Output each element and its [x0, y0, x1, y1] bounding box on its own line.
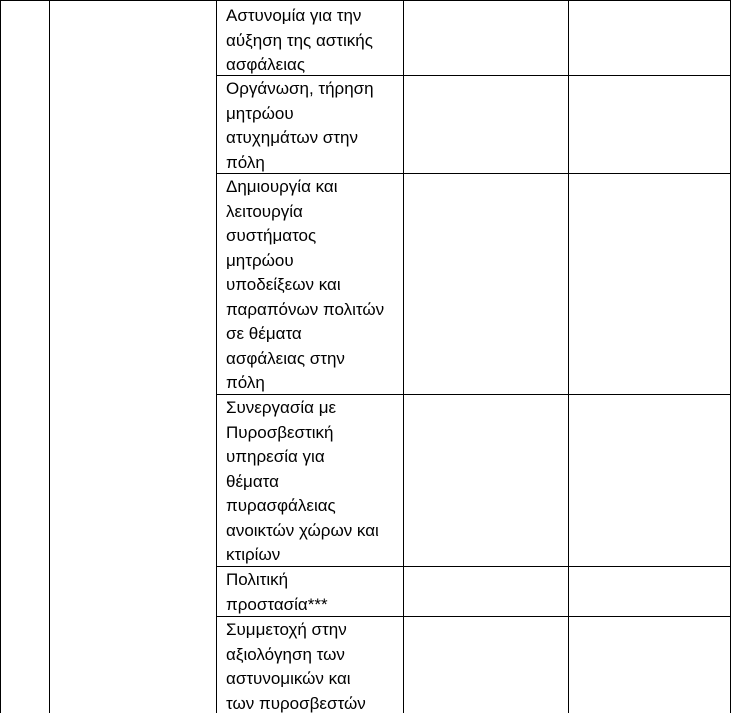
cell-line: Αστυνομία για την	[226, 4, 402, 29]
cell-line: Συμμετοχή στην	[226, 618, 402, 643]
cell-line: Οργάνωση, τήρηση	[226, 77, 402, 102]
cell-line: αστυνομικών και	[226, 667, 402, 692]
cell-line: Δημιουργία και	[226, 175, 402, 200]
cell-line: συστήματος	[226, 224, 402, 249]
cell-line: Πυροσβεστική	[226, 421, 402, 446]
cell-line: σε θέματα	[226, 322, 402, 347]
table-row	[226, 568, 402, 617]
cell-line: πυρασφάλειας	[226, 494, 402, 519]
cell-line: προστασία***	[226, 593, 402, 618]
table-top-border	[0, 0, 731, 1]
table-border-right	[730, 0, 731, 713]
cell-line: υπηρεσία για	[226, 445, 402, 470]
cell-line: ασφάλειας	[226, 53, 402, 78]
cell-line: πόλη	[226, 371, 402, 396]
cell-line: ασφάλειας στην	[226, 347, 402, 372]
table-row	[226, 618, 402, 716]
table-row	[226, 4, 402, 78]
cell-line: λειτουργία	[226, 200, 402, 225]
table-column-divider-1	[49, 0, 50, 713]
cell-line: ατυχημάτων στην	[226, 126, 402, 151]
cell-line: θέματα	[226, 470, 402, 495]
cell-line: των πυροσβεστών	[226, 692, 402, 716]
cell-line: μητρώου	[226, 249, 402, 274]
cell-line: Συνεργασία με	[226, 396, 402, 421]
cell-line: παραπόνων πολιτών	[226, 298, 402, 323]
table-row	[226, 175, 402, 396]
table-column-divider-4	[568, 0, 569, 713]
table-row	[226, 396, 402, 568]
cell-line: ανοικτών χώρων και	[226, 519, 402, 544]
table-row	[226, 77, 402, 175]
table-column-divider-3	[403, 0, 404, 713]
cell-line: αξιολόγηση των	[226, 643, 402, 668]
cell-line: πόλη	[226, 151, 402, 176]
cell-line: αύξηση της αστικής	[226, 29, 402, 54]
cell-line: υποδείξεων και	[226, 273, 402, 298]
cell-line: Πολιτική	[226, 568, 402, 593]
cell-line: μητρώου	[226, 102, 402, 127]
cell-line: κτιρίων	[226, 543, 402, 568]
table-border-left	[0, 0, 1, 713]
table-column-divider-2	[216, 0, 217, 713]
